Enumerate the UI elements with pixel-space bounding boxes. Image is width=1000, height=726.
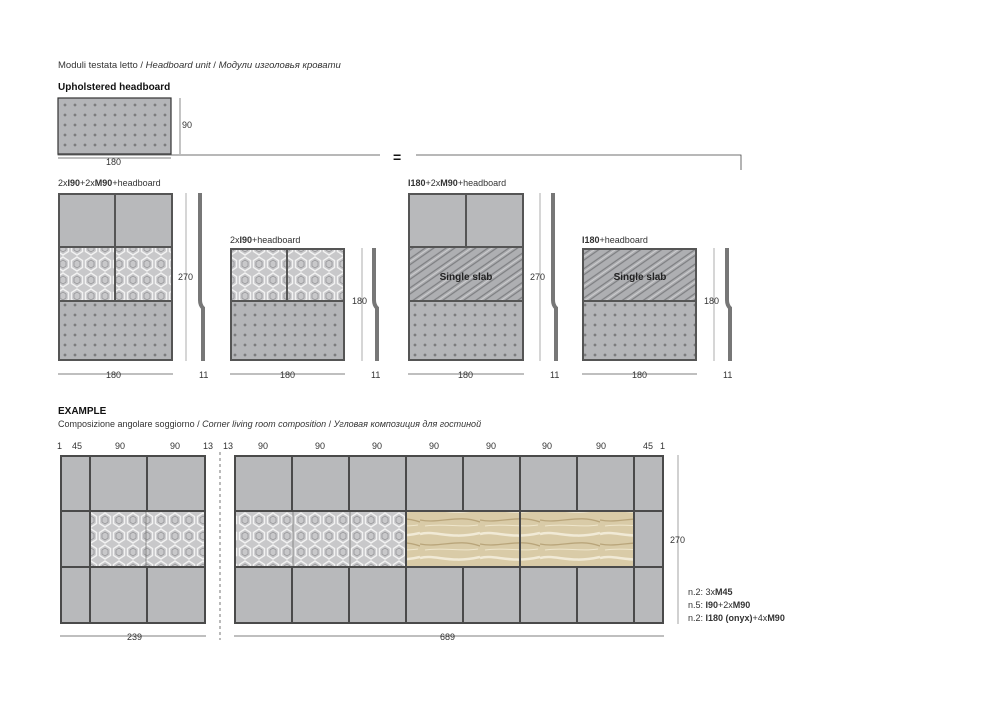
- composition-4: [582, 235, 732, 380]
- width-dim-label: 180: [458, 370, 474, 380]
- dim-label: 90: [596, 441, 607, 451]
- composition-4-label: I180+headboard: [582, 235, 648, 245]
- hex-glass-panel: [91, 512, 204, 566]
- example-heading: EXAMPLE: [58, 406, 107, 417]
- composition-2: [230, 235, 380, 380]
- dim-label: 90: [429, 441, 440, 451]
- door-panel: [148, 568, 204, 622]
- onyx-slab-panel: [521, 512, 633, 566]
- headboard-panel: [60, 302, 171, 359]
- upholstered-heading: Upholstered headboard: [58, 82, 171, 93]
- door-panel: [236, 568, 291, 622]
- height-dim-label: 270: [178, 272, 194, 282]
- single-slab-label: Single slab: [613, 272, 667, 283]
- door-panel: [467, 195, 522, 246]
- door-panel: [521, 568, 576, 622]
- side-profile: [553, 193, 556, 361]
- headboard-panel: [584, 302, 695, 359]
- side-profile: [374, 248, 377, 361]
- door-panel: [293, 568, 348, 622]
- hex-glass-panel: [288, 250, 343, 300]
- dim-label: 13: [223, 441, 234, 451]
- dim-label: 90: [542, 441, 553, 451]
- door-panel: [407, 457, 462, 510]
- corner-composition-left: [60, 455, 206, 624]
- equals-sign: =: [393, 149, 402, 165]
- hex-glass-panel: [232, 250, 286, 300]
- composition-1: [58, 178, 208, 380]
- m45-panel: [635, 512, 662, 566]
- legend-line: n.2: 3xM45: [688, 587, 733, 597]
- door-panel: [410, 195, 465, 246]
- m45-panel: [62, 457, 89, 510]
- composition-2-label: 2xI90+headboard: [230, 235, 301, 245]
- composition-legend: [688, 587, 785, 623]
- dim-label: 90: [115, 441, 126, 451]
- width-dim-label: 180: [106, 157, 122, 167]
- height-dim-label: 270: [530, 272, 546, 282]
- single-slab-label: Single slab: [439, 272, 493, 283]
- m45-panel: [62, 568, 89, 622]
- door-panel: [350, 457, 405, 510]
- door-panel: [91, 457, 146, 510]
- composition-3: [408, 178, 559, 380]
- width-dim-label: 180: [280, 370, 296, 380]
- door-panel: [236, 457, 291, 510]
- depth-dim-label: 11: [199, 370, 209, 380]
- left-top-dims: [57, 441, 213, 451]
- height-dim-label: 180: [704, 296, 720, 306]
- m45-panel: [635, 568, 662, 622]
- dim-label: 1: [660, 441, 666, 451]
- bracket-right: [416, 155, 741, 170]
- example-subtitle: Composizione angolare soggiorno / Corner living room composition / Угловая композиция для гостиной: [58, 419, 482, 429]
- right-total-label: 689: [440, 632, 456, 642]
- hex-glass-panel: [236, 512, 405, 566]
- hex-glass-panel: [60, 248, 114, 300]
- door-panel: [464, 457, 519, 510]
- dim-label: 90: [315, 441, 326, 451]
- dim-label: 90: [170, 441, 181, 451]
- depth-dim-label: 11: [550, 370, 560, 380]
- door-panel: [148, 457, 204, 510]
- door-panel: [116, 195, 171, 246]
- headboard-panel: [232, 302, 343, 359]
- dim-label: 90: [258, 441, 269, 451]
- depth-dim-label: 11: [371, 370, 381, 380]
- hex-glass-panel: [116, 248, 171, 300]
- door-panel: [60, 195, 114, 246]
- dim-label: 90: [372, 441, 383, 451]
- left-total-label: 239: [127, 632, 143, 642]
- door-panel: [350, 568, 405, 622]
- dim-label: 45: [643, 441, 654, 451]
- door-panel: [578, 457, 633, 510]
- door-panel: [521, 457, 576, 510]
- door-panel: [464, 568, 519, 622]
- composition-3-label: I180+2xM90+headboard: [408, 178, 507, 188]
- legend-line: n.2: I180 (onyx)+4xM90: [688, 613, 785, 623]
- dim-label: 13: [203, 441, 214, 451]
- door-panel: [407, 568, 462, 622]
- height-dim-label: 90: [182, 120, 193, 130]
- right-top-dims: [223, 441, 665, 451]
- door-panel: [91, 568, 146, 622]
- m45-panel: [635, 457, 662, 510]
- headboard-panel: [410, 302, 522, 359]
- upholstered-headboard-panel: [58, 98, 171, 154]
- dim-label: 90: [486, 441, 497, 451]
- side-profile: [200, 193, 203, 361]
- wall-composition-right: [234, 455, 664, 624]
- width-dim-label: 180: [632, 370, 648, 380]
- composition-1-label: 2xI90+2xM90+headboard: [58, 178, 161, 188]
- example-height-label: 270: [670, 535, 686, 545]
- door-panel: [293, 457, 348, 510]
- legend-line: n.5: I90+2xM90: [688, 600, 751, 610]
- m45-panel: [62, 512, 89, 566]
- width-dim-label: 180: [106, 370, 122, 380]
- height-dim-label: 180: [352, 296, 368, 306]
- dim-label: 45: [72, 441, 83, 451]
- dim-label: 1: [57, 441, 63, 451]
- depth-dim-label: 11: [723, 370, 733, 380]
- page-title: Moduli testata letto / Headboard unit / Модули изголовья кровати: [58, 60, 341, 71]
- onyx-slab-panel: [407, 512, 519, 566]
- door-panel: [578, 568, 633, 622]
- side-profile: [727, 248, 730, 361]
